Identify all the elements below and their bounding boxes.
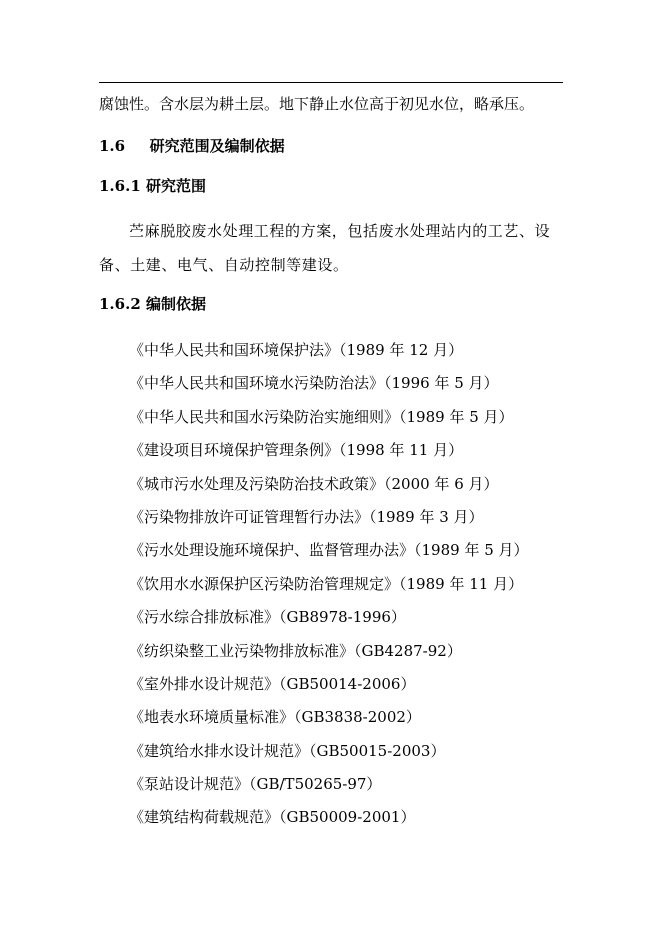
reference-item: 《中华人民共和国环境水污染防治法》（1996 年 5 月） [129,374,499,393]
reference-item: 《地表水环境质量标准》（GB3838-2002） [129,708,421,727]
reference-item: 《中华人民共和国水污染防治实施细则》（1989 年 5 月） [129,407,514,426]
section-1-6-2-heading: 1.6.2 编制依据 [99,295,206,313]
reference-list [129,340,529,841]
reference-item: 《中华人民共和国环境保护法》（1989 年 12 月） [129,341,464,359]
reference-item: 《污水综合排放标准》（GB8978-1996） [129,608,406,627]
reference-item: 《污染物排放许可证管理暂行办法》（1989 年 3 月） [129,507,484,526]
reference-item: 《城市污水处理及污染防治技术政策》（2000 年 6 月） [129,474,499,493]
reference-item: 《饮用水水源保护区污染防治管理规定》（1989 年 11 月） [129,574,524,593]
section-1-6-title: 研究范围及编制依据 [149,137,285,155]
reference-item: 《纺织染整工业污染物排放标准》（GB4287-92） [129,641,462,660]
section-1-6-number: 1.6 [99,137,126,155]
reference-item: 《污水处理设施环境保护、监督管理办法》（1989 年 5 月） [129,541,529,560]
reference-item: 《建设项目环境保护管理条例》（1998 年 11 月） [129,441,464,460]
continuation-text: 腐蚀性。含水层为耕土层。地下静止水位高于初见水位，略承压。 [99,95,535,113]
reference-item: 《建筑给水排水设计规范》（GB50015-2003） [129,741,446,760]
section-1-6-heading [99,136,285,156]
section-1-6-1-heading: 1.6.1 研究范围 [99,177,206,195]
header-rule [99,82,563,83]
reference-item: 《泵站设计规范》（GB/T50265-97） [129,775,382,794]
reference-item: 《室外排水设计规范》（GB50014-2006） [129,674,416,693]
reference-item: 《建筑结构荷载规范》（GB50009-2001） [129,808,416,827]
section-1-6-1-paragraph: 苎麻脱胶废水处理工程的方案，包括废水处理站内的工艺、设备、土建、电气、自动控制等建设。 [99,222,551,274]
